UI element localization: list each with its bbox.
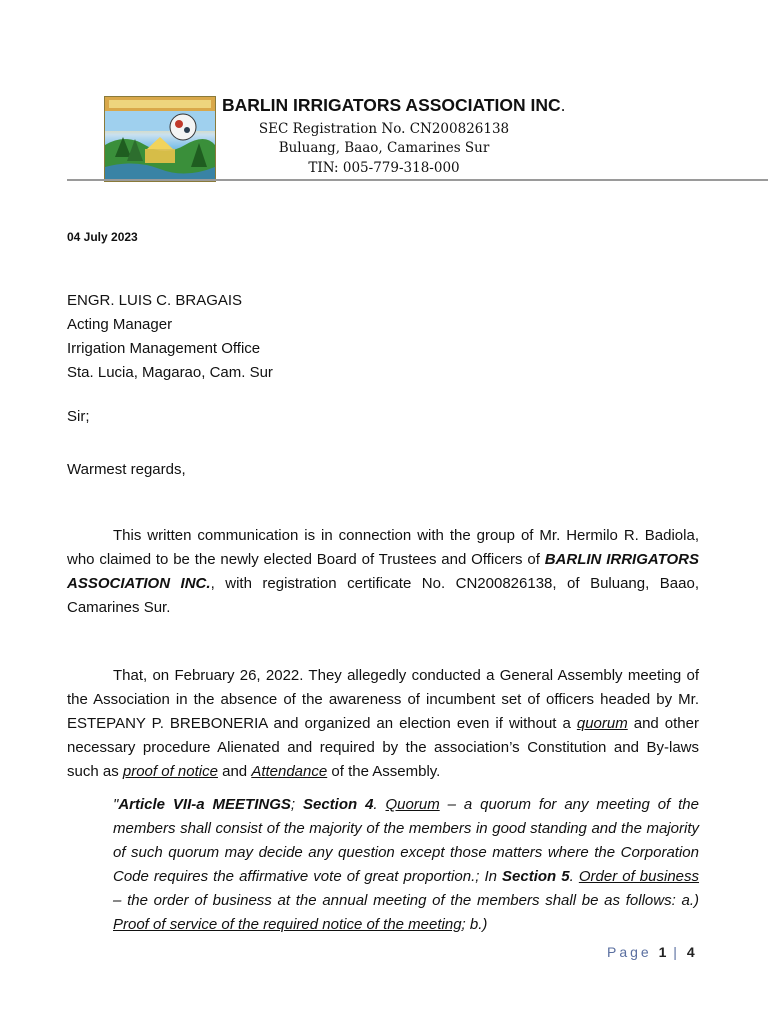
association-name-emphasis: BARLIN IRRIGATORS ASSOCIATION INC. <box>67 551 699 592</box>
header-divider <box>67 179 768 181</box>
recipient-name: ENGR. LUIS C. BRAGAIS <box>67 292 243 309</box>
organization-name: BARLIN IRRIGATORS ASSOCIATION INC. <box>222 95 566 115</box>
order-of-business-heading: Order of business <box>578 868 700 885</box>
section-4-heading: Section 4 <box>302 796 374 813</box>
section-5-heading: Section 5 <box>502 868 570 885</box>
quote-text: . <box>569 868 579 885</box>
proof-of-notice-term: proof of notice <box>122 763 218 780</box>
organization-location: Buluang, Baao, Camarines Sur <box>278 140 490 156</box>
quote-text: – a quorum for any meeting of the members shall consist of the majority of the members in good standing and the majority of such quorum may decide any question except those matters where the Corporation Code requires the affirmative vote of great proportion.; In <box>113 796 699 885</box>
current-page: 1 <box>658 944 667 960</box>
bylaws-quote <box>113 793 699 937</box>
paragraph-text: That, on February 26, 2022. They allegedly conducted a General Assembly meeting of the Association in the absence of the awareness of incumbent set of officers headed by Mr. ESTEPANY P. BREBONERIA and organized an election even if without a <box>67 667 699 732</box>
recipient-address <box>67 289 273 385</box>
body-paragraph-1 <box>67 524 699 620</box>
paragraph-text: of the Assembly. <box>327 763 441 780</box>
letter-date: 04 July 2023 <box>67 230 138 244</box>
page-separator: | <box>673 944 680 960</box>
quote-text: . <box>373 796 386 813</box>
total-pages: 4 <box>686 944 695 960</box>
article-heading: Article VII-a MEETINGS <box>118 796 291 813</box>
tin-number: TIN: 005-779-318-000 <box>308 160 460 176</box>
paragraph-text: , with registration certificate No. CN200826138, of Buluang, Baao, Camarines Sur. <box>67 575 699 616</box>
recipient-office: Irrigation Management Office <box>67 340 261 357</box>
paragraph-text: and <box>217 763 252 780</box>
quote-text: ; b.) <box>461 916 488 933</box>
page-label: Page <box>607 944 652 960</box>
quote-text: – the order of business at the annual meeting of the members shall be as follows: a.) <box>113 892 699 909</box>
quote-text: ; <box>290 796 303 813</box>
recipient-title: Acting Manager <box>67 316 173 333</box>
attendance-term: Attendance <box>251 763 328 780</box>
sec-registration: SEC Registration No. CN200826138 <box>258 121 510 137</box>
page-number <box>607 944 695 960</box>
paragraph-text: and other necessary procedure Alienated and required by the association’s Constitution and By-laws such as <box>67 715 699 780</box>
quote-text: " <box>113 796 119 813</box>
body-paragraph-2 <box>67 664 699 784</box>
quorum-heading: Quorum <box>385 796 440 813</box>
quorum-term: quorum <box>576 715 628 732</box>
salutation: Sir; <box>67 408 90 425</box>
greeting: Warmest regards, <box>67 461 186 478</box>
recipient-location: Sta. Lucia, Magarao, Cam. Sur <box>67 364 273 381</box>
proof-of-service-term: Proof of service of the required notice of the meeting <box>113 916 462 933</box>
paragraph-text: This written communication is in connection with the group of Mr. Hermilo R. Badiola, who claimed to be the newly elected Board of Trustees and Officers of <box>67 527 699 568</box>
